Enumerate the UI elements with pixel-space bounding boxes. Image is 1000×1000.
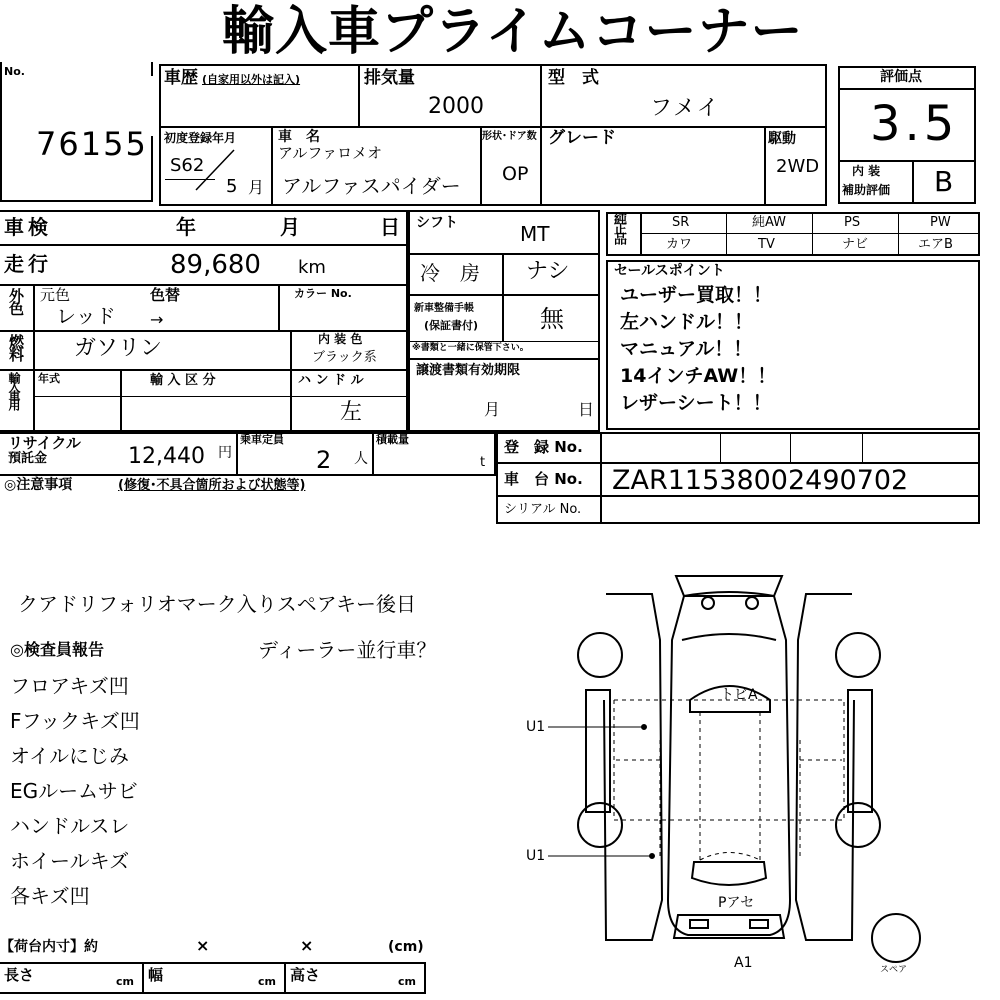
mileage-label: 走行 [4,252,52,276]
remark-item-5: ハンドルスレ [10,814,130,838]
eval-score: 3.5 [870,96,959,152]
service-value: 無 [540,305,564,333]
service-label-2: (保証書付) [424,319,479,332]
recycle-label-2: 預託金 [8,451,48,466]
dealer-note: ディーラー並行車？ [258,638,437,662]
displacement-label: 排気量 [364,68,415,88]
cargo-title: 【荷台内寸】約 [0,939,98,955]
equipment-label: 純正品 [611,212,626,242]
equip-r2-3: ナビ [842,237,869,252]
page-title: 輸入車プライムコーナー [222,2,804,62]
shaken-label: 車検 [4,215,52,239]
history-label: 車歴 [164,68,198,88]
displacement-value: 2000 [428,94,484,119]
cargo-table [0,962,426,994]
cargo-x1: × [196,936,210,955]
notes-sub: (修復･不具合箇所および状態等) [118,478,306,493]
model-value: フメイ [650,96,721,121]
fuel-label: 燃料 [7,334,25,360]
diagram-rear-mark: Pアセ [718,895,755,911]
cargo-width: 幅 [148,966,164,984]
first-reg-month: 5 [226,176,238,197]
shaken-day-unit: 日 [380,215,400,239]
cargo-length-unit: cm [116,975,134,988]
shift-value: MT [520,222,550,246]
body-label: 形状･ドア数 [482,131,537,142]
first-reg-year: S62 [170,155,205,176]
drive-label: 駆動 [768,131,796,147]
car-maker: アルファロメオ [278,144,383,162]
year-type-label: 年式 [38,372,60,385]
shaken-year-unit: 年 [176,215,196,239]
equip-r1-3: PS [844,215,861,230]
capacity-unit: 人 [354,451,368,467]
orig-color-value: レッド [56,304,116,328]
body-value: OP [502,163,529,185]
sales-point-2: 左ハンドル！！ [620,311,754,333]
history-note: (自家用以外は記入) [202,73,301,86]
equip-r1-2: 純AW [752,215,787,230]
remark-item-7: 各キズ凹 [10,884,90,908]
eval-label: 評価点 [880,69,922,85]
capacity-value: 2 [316,446,332,474]
interior-grade: B [934,165,954,198]
diagram-u1-upper: U1 [526,719,546,735]
cargo-width-unit: cm [258,975,276,988]
int-color-value: ブラック系 [312,350,377,365]
equip-r2-2: TV [758,237,775,252]
shaken-month-unit: 月 [280,215,300,239]
sales-point-3: マニュアル！！ [620,338,753,360]
car-name-label: 車 名 [278,129,320,145]
sales-point-4: 14インチAW！！ [620,365,777,387]
stock-number: 76155 [36,125,148,163]
int-color-label: 内 装 色 [318,332,363,346]
recycle-value: 12,440 [128,444,205,469]
car-name: アルファスパイダー [282,174,461,198]
remark-item-1: フロアキズ凹 [10,674,129,698]
equip-r2-4: エアB [918,237,953,252]
cargo-height-unit: cm [398,975,416,988]
repaint-arrow: → [150,310,164,329]
aircon-label: 冷 房 [420,261,480,285]
shift-label: シフト [416,215,458,231]
interior-label-1: 内 装 [852,164,881,178]
transfer-day: 日 [578,400,595,419]
diagram-u1-lower: U1 [526,848,546,864]
recycle-yen: 円 [218,445,232,461]
import-class-label: 輸 入 区 分 [150,373,216,388]
aircon-value: ナシ [526,259,570,284]
remark-item-6: ホイールキズ [10,849,130,873]
chassis-label: 車 台 No. [504,470,583,488]
remark-item-4: EGルームサビ [10,779,138,803]
equip-r1-1: SR [672,215,690,230]
chassis-value: ZAR11538002490702 [612,465,909,496]
capacity-label: 乗車定員 [240,433,284,446]
notes-label: ◎注意事項 [4,477,73,493]
drive-value: 2WD [776,156,820,177]
model-label: 型 式 [548,68,599,88]
mileage-unit: km [298,257,326,278]
cargo-x2: × [300,936,314,955]
equip-r2-1: カワ [666,237,693,252]
repaint-label: 色替 [150,286,181,304]
color-no-label: カラー No. [294,287,352,300]
equip-r1-4: PW [930,215,951,230]
interior-label-2: 補助評価 [842,183,891,197]
sales-points-label: セールスポイント [614,263,725,279]
sales-point-5: レザーシート！！ [620,392,772,414]
handle-label: ハ ン ド ル [298,373,364,388]
car-diagram [520,560,990,980]
first-reg-month-unit: 月 [248,178,265,197]
remark-item-3: オイルにじみ [10,744,129,768]
import-label: 輸入車用 [7,372,21,408]
orig-color-label: 元色 [40,286,71,304]
service-label-1: 新車整備手帳 [414,303,474,314]
cargo-height: 高さ [290,966,321,984]
inspector-label: ◎検査員報告 [10,640,104,659]
reg-no-label: 登 録 No. [504,438,583,456]
service-note: ※書類と一緒に保管下さい。 [412,343,529,353]
transfer-month: 月 [484,400,501,419]
fuel-value: ガソリン [74,336,163,361]
remark-item-2: Fフックキズ凹 [10,709,140,733]
first-reg-label: 初度登録年月 [164,131,237,145]
cargo-unit: (cm) [388,939,424,955]
handle-value: 左 [340,400,363,425]
grade-label: グレード [548,128,616,148]
load-label: 積載量 [376,433,409,446]
mileage-value: 89,680 [170,250,261,280]
cargo-length: 長さ [4,966,35,984]
load-unit: t [480,455,486,470]
diagram-a1-mark: A1 [734,955,753,971]
remark-line1: クアドリフォリオマーク入りスペアキー後日 [18,592,416,616]
ext-color-label: 外色 [7,288,25,314]
diagram-spare-label: スペア [880,965,908,975]
sales-point-1: ユーザー買取！！ [620,284,773,306]
transfer-label: 譲渡書類有効期限 [416,363,521,378]
recycle-label-1: リサイクル [8,434,81,452]
diagram-roof-mark: トビA [720,687,758,703]
serial-label: シリアル No. [504,502,582,517]
no-label: No. [4,65,25,78]
